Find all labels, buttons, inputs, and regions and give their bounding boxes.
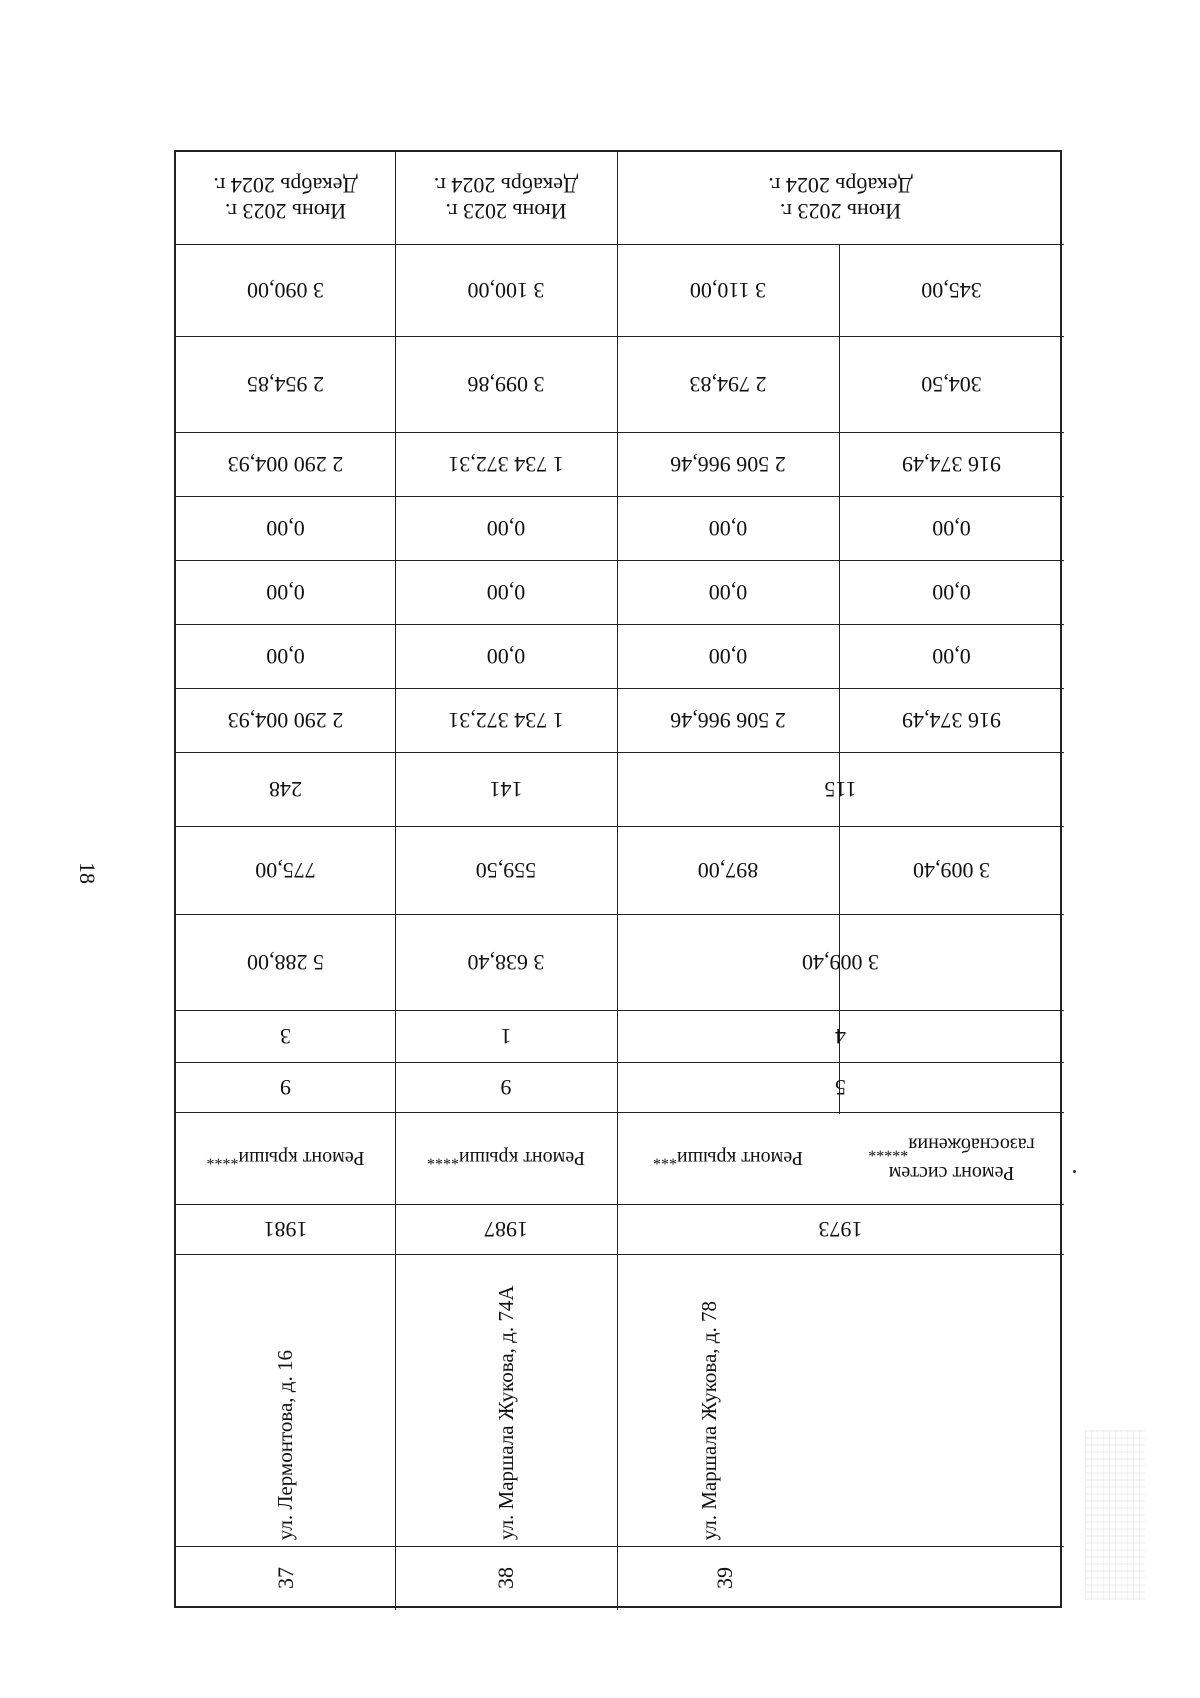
cost-by-work: 916 374,49 <box>902 708 1001 733</box>
fund-c: 0,00 <box>932 644 971 669</box>
address: ул. Лермонтова, д. 16 <box>273 1349 298 1540</box>
work-type <box>839 1112 1064 1204</box>
total-area: 3 009,40 <box>802 950 879 975</box>
work-name: Ремонт систем газоснабжения <box>888 1133 1035 1184</box>
fund-b: 0,00 <box>932 580 971 605</box>
fund-b: 0,00 <box>708 580 748 605</box>
work-marks: *** <box>652 1150 677 1167</box>
floors: 9 <box>280 1075 291 1100</box>
area-by-work: 897,00 <box>697 858 759 883</box>
total-area: 5 288,00 <box>247 950 324 975</box>
period-end: Декабрь 2024 г. <box>213 173 358 198</box>
address: ул. Маршала Жукова, д. 74А <box>493 1285 518 1540</box>
cost-total: 1 734 372,31 <box>448 452 564 477</box>
residents: 248 <box>269 777 302 802</box>
fund-b: 0,00 <box>266 580 305 605</box>
period-cell <box>617 152 1064 244</box>
cost-by-work: 2 506 966,46 <box>670 708 786 733</box>
row-number <box>395 1546 617 1610</box>
area-by-work: 3 009,40 <box>913 858 990 883</box>
limit-cost: 345,00 <box>921 278 982 303</box>
floors: 5 <box>835 1075 846 1100</box>
work-type <box>617 1112 839 1204</box>
period-cell <box>395 152 617 244</box>
period-start: Июнь 2023 г. <box>779 199 902 225</box>
period-end: Декабрь 2024 г. <box>433 173 579 198</box>
limit-cost: 3 110,00 <box>689 278 767 303</box>
address-cell <box>617 1254 1064 1546</box>
cost-total: 2 506 966,46 <box>670 452 786 477</box>
page-number: 18 <box>75 862 100 884</box>
residents: 115 <box>824 777 857 802</box>
entrances: 1 <box>500 1024 512 1049</box>
fund-a: 0,00 <box>486 516 526 541</box>
floors: 9 <box>500 1075 512 1100</box>
row-number <box>176 1546 395 1610</box>
period-end: Декабрь 2024 г. <box>768 173 913 198</box>
total-area: 3 638,40 <box>467 950 545 975</box>
work-marks: **** <box>426 1150 459 1167</box>
work-marks: ***** <box>868 1141 909 1159</box>
scan-noise <box>1085 1430 1145 1600</box>
limit-cost: 3 090,00 <box>247 278 324 303</box>
row-number <box>617 1546 1064 1610</box>
cost-by-work: 2 290 004,93 <box>227 708 344 733</box>
period-cell <box>176 152 395 244</box>
residents: 141 <box>489 777 523 802</box>
work-type <box>176 1112 395 1204</box>
build-year: 1987 <box>484 1217 528 1242</box>
unit-cost: 2 794,83 <box>689 372 767 397</box>
work-marks: **** <box>206 1150 239 1167</box>
area-by-work: 559,50 <box>475 858 537 883</box>
cost-total: 2 290 004,93 <box>227 452 344 477</box>
unit-cost: 304,50 <box>921 372 982 397</box>
works-table <box>174 150 1062 1608</box>
entrances: 4 <box>835 1024 846 1049</box>
fund-b: 0,00 <box>486 580 526 605</box>
fund-a: 0,00 <box>708 516 748 541</box>
fund-c: 0,00 <box>708 644 748 669</box>
work-name: Ремонт крыши <box>676 1147 804 1170</box>
work-name: Ремонт крыши <box>458 1147 586 1170</box>
cost-by-work: 1 734 372,31 <box>448 708 564 733</box>
address-cell <box>176 1254 395 1546</box>
unit-cost: 3 099,86 <box>467 372 545 397</box>
fund-c: 0,00 <box>266 644 305 669</box>
row-number-text: 38 <box>493 1567 519 1589</box>
limit-cost: 3 100,00 <box>467 278 545 303</box>
scan-speck <box>1073 1170 1076 1173</box>
period-start: Июнь 2023 г. <box>224 199 347 225</box>
build-year: 1981 <box>263 1217 308 1242</box>
fund-a: 0,00 <box>266 516 305 541</box>
work-name: Ремонт крыши <box>238 1147 365 1170</box>
build-year: 1973 <box>818 1217 863 1242</box>
address: ул. Маршала Жукова, д. 78 <box>697 1300 721 1540</box>
entrances: 3 <box>280 1024 291 1049</box>
unit-cost: 2 954,85 <box>247 372 324 397</box>
row-number-text: 39 <box>712 1567 737 1589</box>
cost-total: 916 374,49 <box>902 452 1001 477</box>
fund-c: 0,00 <box>486 644 526 669</box>
address-cell <box>395 1254 617 1546</box>
period-start: Июнь 2023 г. <box>445 199 567 225</box>
work-type <box>395 1112 617 1204</box>
row-number-text: 37 <box>272 1567 298 1589</box>
area-by-work: 775,00 <box>255 858 316 883</box>
fund-a: 0,00 <box>932 516 971 541</box>
